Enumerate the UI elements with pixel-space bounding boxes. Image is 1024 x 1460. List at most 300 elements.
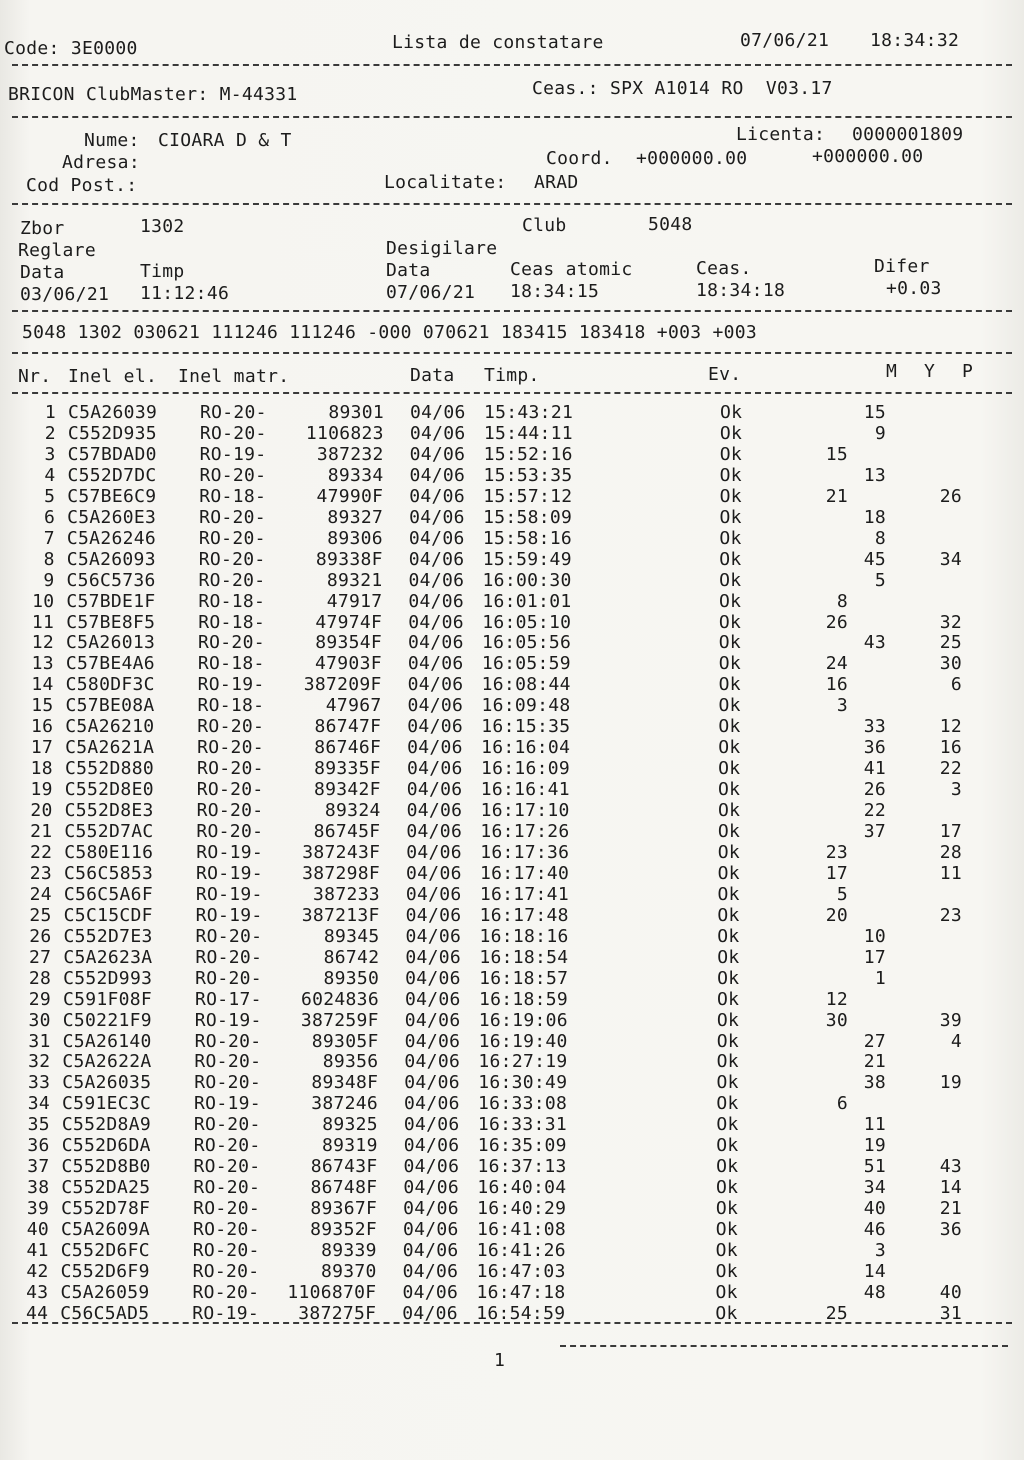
event-status: Ok: [718, 737, 741, 759]
ring-electronic: C56C5A6F: [63, 883, 153, 905]
arrival-date: 04/06: [409, 443, 466, 465]
ring-number: 89345: [323, 925, 380, 947]
difer-label: Difer: [874, 256, 930, 277]
arrival-date: 04/06: [402, 1240, 459, 1261]
owner-name: CIOARA D & T: [158, 130, 292, 151]
ceas-label: Ceas.: [696, 258, 752, 279]
ring-electronic: C5A2623A: [63, 946, 153, 968]
separator: [12, 64, 1012, 66]
table-row: [0, 570, 1024, 591]
arrival-time: 15:43:21: [484, 402, 574, 423]
ring-number: 89321: [326, 569, 383, 591]
ring-number: 89335F: [314, 758, 381, 780]
ring-electronic: C5A26210: [65, 716, 155, 738]
ring-number: 1106870F: [287, 1281, 377, 1303]
event-status: Ok: [717, 925, 740, 947]
club-label: Club: [522, 215, 567, 236]
ring-number: 89301: [328, 402, 384, 423]
ring-series: RO-20-: [200, 402, 267, 423]
table-row: [0, 1156, 1024, 1177]
col-y-value: 14: [863, 1260, 886, 1282]
ring-electronic: C5A26035: [62, 1072, 152, 1094]
print-date: 07/06/21: [740, 30, 830, 51]
arrival-date: 04/06: [409, 506, 465, 528]
table-row: [0, 1010, 1024, 1031]
arrival-time: 15:52:16: [483, 443, 573, 465]
ring-series: RO-20-: [192, 1240, 260, 1261]
ring-electronic: C552D6FC: [60, 1240, 150, 1261]
col-p-value: 14: [939, 1177, 962, 1199]
event-status: Ok: [716, 1177, 739, 1199]
event-status: Ok: [717, 841, 740, 863]
col-m-value: 23: [825, 841, 848, 863]
col-header-inel-matr: Inel matr.: [178, 366, 290, 387]
page-title: Lista de constatare: [392, 32, 604, 53]
ring-number: 89367F: [310, 1198, 378, 1220]
arrival-date: 04/06: [408, 632, 464, 654]
ring-electronic: C5A26140: [62, 1030, 152, 1052]
arrival-time: 16:19:40: [478, 1030, 568, 1052]
event-status: Ok: [717, 904, 740, 926]
ring-series: RO-20-: [199, 464, 267, 486]
arrival-time: 16:33:31: [477, 1114, 567, 1136]
ring-number: 6024836: [301, 988, 379, 1010]
row-nr: 38: [27, 1177, 50, 1199]
row-nr: 15: [31, 695, 54, 717]
table-row: [0, 1198, 1024, 1219]
row-nr: 8: [43, 548, 55, 570]
table-row: [0, 528, 1024, 549]
table-row: [0, 758, 1024, 779]
row-nr: 12: [31, 632, 55, 654]
arrival-date: 04/06: [404, 1051, 461, 1073]
event-status: Ok: [718, 632, 742, 654]
arrival-date: 04/06: [409, 422, 466, 444]
table-row: [0, 779, 1024, 800]
ring-series: RO-20-: [198, 548, 266, 570]
ring-number: 1106823: [305, 422, 384, 444]
ring-series: RO-18-: [198, 590, 266, 612]
col-p-value: 31: [939, 1302, 962, 1324]
ring-electronic: C57BDE1F: [66, 590, 156, 612]
arrival-time: 16:17:41: [479, 883, 569, 905]
col-y-value: 15: [863, 402, 886, 423]
row-nr: 31: [28, 1030, 51, 1052]
ring-electronic: C5A26059: [60, 1281, 150, 1303]
ring-electronic: C580DF3C: [65, 674, 155, 696]
arrival-date: 04/06: [406, 862, 462, 884]
col-p-value: 39: [939, 1009, 962, 1031]
row-nr: 43: [26, 1281, 49, 1303]
event-status: Ok: [716, 1051, 739, 1073]
table-row: [0, 1114, 1024, 1135]
arrival-time: 16:40:29: [477, 1198, 567, 1220]
code-label: Code: 3E0000: [4, 38, 138, 59]
col-m-value: 3: [836, 695, 848, 717]
arrival-time: 15:58:16: [482, 527, 573, 549]
ring-electronic: C5A26013: [66, 632, 156, 654]
reglare-data-label: Data: [20, 262, 65, 283]
ring-number: 89370: [320, 1260, 377, 1282]
ring-number: 89325: [322, 1114, 378, 1136]
arrival-date: 04/06: [406, 821, 463, 842]
ring-series: RO-20-: [198, 632, 265, 654]
ring-electronic: C57BE6C9: [67, 485, 157, 507]
row-nr: 20: [30, 800, 53, 822]
ring-electronic: C5A2609A: [60, 1219, 151, 1241]
ring-number: 387298F: [302, 862, 381, 884]
arrival-time: 16:37:13: [477, 1156, 567, 1178]
ring-electronic: C552DA25: [61, 1177, 151, 1199]
row-nr: 36: [27, 1135, 50, 1157]
ring-electronic: C552D8A9: [61, 1114, 151, 1136]
col-y-value: 19: [863, 1135, 886, 1157]
table-row: [0, 1240, 1024, 1261]
arrival-date: 04/06: [403, 1198, 459, 1220]
col-y-value: 36: [863, 737, 886, 759]
ring-series: RO-20-: [198, 527, 266, 549]
ring-series: RO-20-: [193, 1135, 261, 1157]
arrival-date: 04/06: [406, 800, 463, 822]
col-p-value: 40: [939, 1281, 962, 1303]
event-status: Ok: [716, 1030, 740, 1052]
table-row: [0, 1282, 1024, 1303]
ceas-value: 18:34:18: [696, 280, 786, 301]
club-value: 5048: [648, 214, 693, 235]
ring-number: 89352F: [310, 1219, 377, 1241]
difer-value: +0.03: [886, 278, 942, 299]
separator: [12, 392, 1012, 394]
row-nr: 19: [30, 779, 53, 801]
arrival-time: 15:59:49: [482, 548, 572, 570]
event-status: Ok: [719, 527, 742, 549]
ring-electronic: C5A26093: [66, 548, 156, 570]
ring-series: RO-20-: [194, 1072, 262, 1094]
ring-electronic: C552D8E0: [64, 779, 154, 801]
ring-series: RO-18-: [197, 695, 265, 717]
col-p-value: 43: [939, 1156, 962, 1178]
col-y-value: 41: [863, 758, 886, 780]
table-row: [0, 1135, 1024, 1156]
arrival-date: 04/06: [402, 1302, 458, 1324]
separator: [12, 116, 1012, 118]
ring-series: RO-20-: [196, 800, 264, 822]
separator: [12, 352, 1012, 354]
event-status: Ok: [715, 1240, 738, 1261]
postcode-label: Cod Post.:: [26, 175, 138, 196]
col-p-value: 17: [939, 821, 962, 842]
col-y-value: 8: [874, 527, 886, 549]
ring-series: RO-18-: [199, 485, 267, 507]
col-y-value: 38: [863, 1072, 886, 1094]
arrival-date: 04/06: [408, 569, 465, 591]
ring-number: 47974F: [315, 611, 383, 633]
arrival-time: 16:54:59: [476, 1302, 566, 1324]
ring-electronic: C580E116: [64, 841, 154, 863]
col-y-value: 33: [863, 716, 886, 738]
col-p-value: 32: [939, 611, 962, 633]
event-status: Ok: [719, 422, 743, 444]
col-p-value: 23: [939, 904, 962, 926]
ring-series: RO-19-: [196, 841, 264, 863]
col-y-value: 22: [863, 800, 886, 822]
col-y-value: 9: [874, 422, 886, 444]
row-nr: 21: [30, 821, 53, 842]
row-nr: 7: [43, 527, 55, 549]
col-y-value: 43: [863, 632, 886, 654]
event-status: Ok: [715, 1260, 738, 1282]
row-nr: 17: [30, 737, 54, 759]
ring-electronic: C552D7DC: [67, 464, 157, 486]
arrival-time: 16:17:40: [480, 862, 570, 884]
ring-series: RO-20-: [194, 1051, 262, 1073]
ring-number: 89319: [322, 1135, 378, 1157]
ring-electronic: C552D8B0: [61, 1156, 151, 1178]
col-y-value: 37: [863, 821, 886, 842]
row-nr: 3: [44, 443, 56, 465]
arrival-date: 04/06: [405, 967, 461, 989]
event-status: Ok: [718, 611, 742, 633]
ring-series: RO-19-: [199, 443, 267, 465]
arrival-time: 16:16:41: [480, 779, 570, 801]
arrival-time: 16:09:48: [481, 695, 571, 717]
event-status: Ok: [720, 402, 743, 423]
ring-electronic: C552D880: [64, 758, 155, 780]
col-header-nr: Nr.: [18, 366, 52, 387]
ring-number: 86745F: [313, 821, 381, 842]
ring-number: 47903F: [315, 653, 382, 675]
arrival-time: 16:05:59: [481, 653, 571, 675]
ring-electronic: C56C5AD5: [60, 1302, 150, 1324]
ring-electronic: C5C15CDF: [63, 904, 153, 926]
col-m-value: 17: [825, 862, 848, 884]
event-status: Ok: [719, 464, 742, 486]
col-m-value: 20: [825, 904, 848, 926]
event-status: Ok: [719, 590, 742, 612]
ring-number: 387213F: [301, 904, 380, 926]
reglare-timp-label: Timp: [140, 261, 185, 282]
arrival-date: 04/06: [403, 1156, 460, 1178]
table-row: [0, 884, 1024, 905]
col-p-value: 4: [950, 1030, 962, 1052]
ring-electronic: C56C5736: [66, 569, 156, 591]
address-label: Adresa:: [62, 152, 140, 173]
coord-x: +000000.00: [636, 148, 748, 169]
col-m-value: 15: [825, 443, 848, 465]
ring-electronic: C552D993: [63, 967, 153, 989]
ring-number: 89348F: [311, 1072, 379, 1094]
arrival-time: 16:18:16: [479, 925, 569, 947]
col-m-value: 25: [825, 1302, 848, 1324]
row-nr: 34: [27, 1093, 51, 1115]
arrival-date: 04/06: [404, 1072, 460, 1094]
ring-number: 86746F: [314, 737, 382, 759]
ring-series: RO-20-: [196, 821, 264, 842]
reglare-label: Reglare: [18, 240, 96, 261]
row-nr: 5: [44, 485, 56, 507]
col-p-value: 21: [939, 1198, 962, 1220]
arrival-time: 16:18:54: [479, 946, 569, 968]
ring-number: 89356: [322, 1051, 379, 1073]
ring-series: RO-20-: [192, 1219, 260, 1241]
row-nr: 35: [27, 1114, 50, 1136]
ring-series: RO-17-: [194, 988, 262, 1010]
ring-number: 47990F: [316, 485, 384, 507]
ring-series: RO-20-: [198, 569, 266, 591]
zbor-label: Zbor: [20, 218, 65, 239]
row-nr: 23: [29, 862, 53, 884]
ring-series: RO-20-: [199, 422, 267, 444]
arrival-date: 04/06: [406, 779, 463, 801]
event-status: Ok: [717, 946, 740, 968]
event-status: Ok: [718, 674, 741, 696]
arrival-date: 04/06: [409, 464, 466, 486]
col-m-value: 24: [825, 653, 848, 675]
ring-number: 89338F: [315, 548, 383, 570]
row-nr: 44: [25, 1302, 49, 1324]
row-nr: 14: [31, 674, 54, 696]
ring-series: RO-19-: [194, 1009, 262, 1031]
table-row: [0, 612, 1024, 633]
ring-series: RO-20-: [193, 1177, 261, 1199]
event-status: Ok: [715, 1281, 738, 1303]
ring-electronic: C552D8E3: [64, 800, 154, 822]
row-nr: 25: [29, 904, 52, 926]
col-m-value: 26: [825, 611, 848, 633]
table-row: [0, 968, 1024, 989]
table-row: [0, 507, 1024, 528]
locality-value: ARAD: [534, 172, 579, 193]
row-nr: 32: [28, 1051, 51, 1073]
ring-series: RO-20-: [197, 737, 264, 759]
ring-series: RO-19-: [194, 1093, 261, 1115]
coord-label: Coord.: [546, 148, 613, 169]
ring-number: 86747F: [314, 716, 382, 738]
event-status: Ok: [716, 1093, 739, 1115]
row-nr: 2: [44, 422, 56, 444]
ring-series: RO-19-: [197, 674, 265, 696]
col-p-value: 36: [939, 1219, 962, 1241]
ring-electronic: C5A26039: [68, 402, 158, 423]
col-m-value: 12: [825, 988, 848, 1010]
row-nr: 33: [27, 1072, 51, 1094]
table-row: [0, 444, 1024, 465]
arrival-date: 04/06: [406, 841, 462, 863]
arrival-date: 04/06: [402, 1281, 459, 1303]
table-row: [0, 465, 1024, 486]
col-p-value: 3: [950, 779, 962, 801]
col-p-value: 30: [939, 653, 962, 675]
row-nr: 40: [26, 1219, 49, 1241]
ring-number: 89305F: [311, 1030, 379, 1052]
table-row: [0, 423, 1024, 444]
arrival-time: 16:05:10: [482, 611, 572, 633]
arrival-date: 04/06: [408, 590, 465, 612]
arrival-date: 04/06: [410, 402, 466, 423]
event-status: Ok: [719, 443, 743, 465]
arrival-time: 16:15:35: [481, 716, 571, 738]
col-p-value: 6: [950, 674, 962, 696]
col-header-timp: Timp.: [484, 365, 540, 386]
zbor-value: 1302: [140, 216, 185, 237]
ring-electronic: C57BE4A6: [65, 653, 155, 675]
col-y-value: 11: [863, 1114, 886, 1136]
arrival-time: 16:16:04: [481, 737, 571, 759]
arrival-date: 04/06: [405, 925, 462, 947]
col-p-value: 11: [939, 862, 962, 884]
table-row: [0, 674, 1024, 695]
arrival-time: 15:57:12: [483, 485, 573, 507]
ring-electronic: C552D78F: [61, 1198, 151, 1220]
arrival-time: 15:44:11: [483, 422, 573, 444]
arrival-time: 16:33:08: [478, 1093, 568, 1115]
row-nr: 1: [44, 402, 56, 423]
arrival-time: 16:17:48: [479, 904, 569, 926]
event-status: Ok: [716, 1135, 739, 1157]
event-status: Ok: [715, 1302, 738, 1324]
separator: [12, 203, 1012, 205]
col-m-value: 5: [836, 883, 848, 905]
event-status: Ok: [719, 485, 742, 507]
table-row: [0, 1031, 1024, 1052]
ring-number: 89354F: [315, 632, 383, 654]
col-y-value: 40: [863, 1198, 886, 1220]
ring-series: RO-20-: [196, 758, 264, 780]
ring-series: RO-20-: [195, 925, 263, 947]
arrival-time: 16:47:03: [476, 1260, 566, 1282]
row-nr: 18: [30, 758, 53, 780]
ring-series: RO-19-: [192, 1302, 260, 1324]
event-status: Ok: [717, 883, 740, 905]
arrival-date: 04/06: [407, 653, 464, 675]
table-row: [0, 842, 1024, 863]
arrival-date: 04/06: [406, 758, 463, 780]
event-status: Ok: [715, 1219, 739, 1241]
ring-electronic: C50221F9: [62, 1009, 152, 1031]
col-y-value: 13: [863, 464, 886, 486]
col-y-value: 18: [863, 506, 886, 528]
arrival-date: 04/06: [403, 1135, 460, 1157]
locality-label: Localitate:: [384, 172, 507, 193]
ring-number: 387259F: [300, 1009, 379, 1031]
table-row: [0, 926, 1024, 947]
ring-series: RO-20-: [192, 1281, 260, 1303]
col-y-value: 27: [863, 1030, 886, 1052]
page-number: 1: [494, 1350, 506, 1371]
coord-y: +000000.00: [812, 146, 924, 167]
ceas-atomic-value: 18:34:15: [510, 281, 600, 302]
ring-number: 89306: [327, 527, 383, 549]
ring-series: RO-20-: [193, 1198, 260, 1220]
ring-electronic: C57BE08A: [65, 695, 155, 717]
col-m-value: 6: [836, 1093, 848, 1115]
table-row: [0, 821, 1024, 842]
arrival-date: 04/06: [409, 485, 465, 507]
row-nr: 39: [26, 1198, 50, 1220]
ring-series: RO-18-: [197, 653, 265, 675]
col-p-value: 26: [939, 485, 962, 507]
arrival-time: 16:18:57: [479, 967, 569, 989]
event-status: Ok: [718, 779, 741, 801]
col-p-value: 16: [939, 737, 962, 759]
col-header-m: M: [886, 361, 898, 382]
arrival-time: 16:17:10: [480, 800, 570, 822]
table-row: [0, 989, 1024, 1010]
event-status: Ok: [716, 1072, 739, 1094]
col-p-value: 34: [939, 548, 962, 570]
ring-series: RO-20-: [193, 1156, 261, 1178]
arrival-date: 04/06: [403, 1114, 460, 1136]
